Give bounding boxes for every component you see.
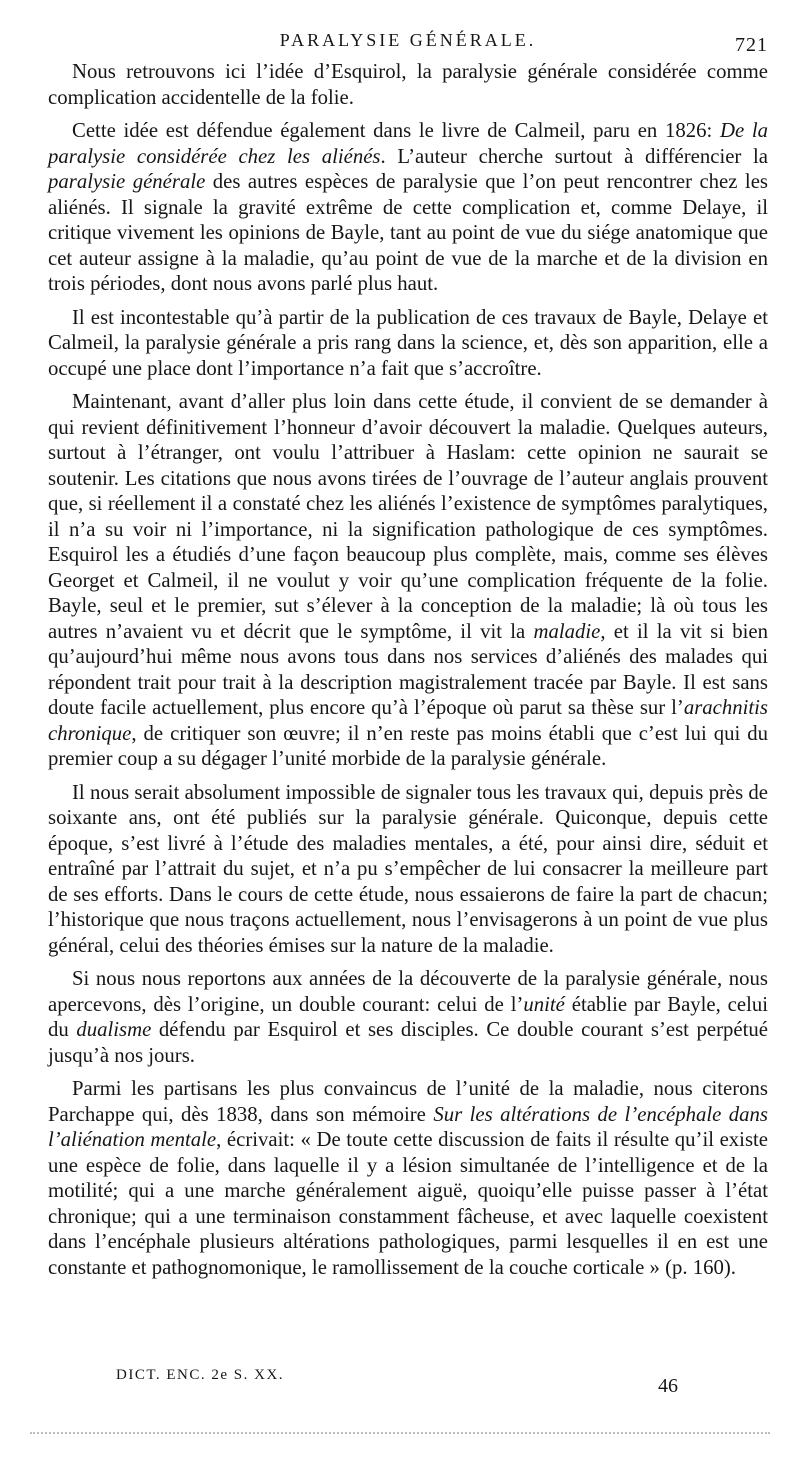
italic-run: paralysie générale — [48, 171, 206, 193]
text-run: Il nous serait absolument impossible de signaler tous les travaux qui, depuis près de soixante ans, ont été publiés sur la paralysie générale. Quiconque, depuis cette époque, s’est livré à l’étude des maladies mentales, a été, pour ainsi dire, séduit et entraîné par l’attrait du sujet, et n’a pu s’empêcher de lui consacrer la meilleure part de ses efforts. Dans le cours de cette étude, nous essaierons de faire la part de chacun; l’historique que nous traçons actuellement, nous l’envisagerons à un point de vue plus général, celui des théories émises sur la nature de la maladie. — [48, 781, 768, 957]
text-run: des autres espèces de paralysie que l’on peut rencontrer chez les aliénés. Il signale la gravité extrême de cette complication et, comme Delaye, il critique vivement les opinions de Bayle, tant au point de vue du siége anatomique que cet auteur assigne à la maladie, qu’au point de vue de la marche et de la division en trois périodes, dont nous avons parlé plus haut. — [48, 171, 768, 295]
italic-run: De la paralysie considérée chez les aliénés — [48, 120, 768, 168]
paragraph — [48, 306, 768, 383]
text-run: établie par Bayle, celui du — [48, 993, 768, 1041]
page-number: 721 — [735, 34, 768, 56]
italic-run: Sur les altérations de l’encéphale dans l’aliénation mentale — [48, 1103, 769, 1151]
paragraph — [48, 60, 768, 111]
page-footer — [48, 1365, 768, 1405]
text-run: Cette idée est défendue également dans le livre de Calmeil, paru en 1826: — [72, 120, 720, 142]
paragraph — [48, 967, 768, 1069]
running-title: PARALYSIE GÉNÉRALE. — [279, 30, 537, 50]
page-header — [48, 30, 768, 60]
bottom-rule — [30, 1432, 770, 1434]
text-run: Parmi les partisans les plus convaincus de l’unité de la maladie, nous citerons Parchappe qui, dès 1838, dans son mémoire — [48, 1078, 768, 1126]
italic-run: arachnitis chronique — [48, 697, 768, 745]
paragraph — [48, 390, 768, 773]
italic-run: dualisme — [76, 1019, 152, 1041]
text-run: Si nous nous reportons aux années de la découverte de la paralysie générale, nous apercevons, dès l’origine, un double courant: celui de l’ — [48, 968, 768, 1016]
text-run: . L’auteur cherche surtout à différencier la — [380, 145, 768, 168]
text-run: , de critiquer son œuvre; il n’en reste pas moins établi que c’est lui qui du premier coup a su dégager l’unité morbide de la paralysie générale. — [48, 722, 768, 770]
text-run: , écrivait: « De toute cette discussion de faits il résulte qu’il existe une espèce de folie, dans laquelle il y a lésion simultanée de l’intelligence et de la motilité; qui a une marche généralement aiguë, quoiqu’elle puisse passer à l’état chronique; qui a une terminaison constamment fâcheuse, et avec laquelle coexistent dans l’encéphale plusieurs altérations pathologiques, parmi lesquelles il en est une constante et pathognomonique, le ramollissement de la couche corticale » (p. 160). — [48, 1129, 768, 1279]
paragraph — [48, 119, 768, 298]
printer-signature: DICT. ENC. 2e S. XX. — [116, 1367, 285, 1383]
paragraph — [48, 1077, 768, 1281]
italic-run: maladie — [533, 620, 601, 643]
paragraph — [48, 781, 768, 960]
text-run: , et il la vit si bien qu’aujourd’hui même nous avons tous dans nos services d’aliénés des malades qui répondent trait pour trait à la description magistralement tracée par Bayle. Il est sans doute facile actuellement, plus encore qu’à l’époque où parut sa thèse sur l’ — [48, 620, 769, 719]
italic-run: unité — [523, 993, 565, 1016]
text-run: Nous retrouvons ici l’idée d’Esquirol, la paralysie générale considérée comme complication accidentelle de la folie. — [48, 61, 768, 109]
sheet-number: 46 — [658, 1375, 678, 1397]
body-text — [48, 60, 768, 1289]
text-run: Il est incontestable qu’à partir de la publication de ces travaux de Bayle, Delaye et Calmeil, la paralysie générale a pris rang dans la science, et, dès son apparition, elle a occupé une place dont l’importance n’a fait que s’accroître. — [48, 306, 768, 380]
text-run: Maintenant, avant d’aller plus loin dans cette étude, il convient de se demander à qui revient définitivement l’honneur d’avoir découvert la maladie. Quelques auteurs, surtout à l’étranger, ont voulu l’attribuer à Haslam: cette opinion ne saurait se soutenir. Les citations que nous avons tirées de l’ouvrage de l’auteur anglais prouvent que, si réellement il a constaté chez les aliénés l’existence de symptômes paralytiques, il n’a su voir ni l’importance, ni la signification pathologique de ces symptômes. Esquirol les a étudiés d’une façon beaucoup plus complète, mais, comme ses élèves Georget et Calmeil, il ne voulut y voir qu’une complication fréquente de la folie. Bayle, seul et le premier, sut s’élever à la conception de la maladie; là où tous les autres n’avaient vu et décrit que le symptôme, il vit la — [48, 391, 768, 643]
text-run: défendu par Esquirol et ses disciples. Ce double courant s’est perpétué jusqu’à nos jours. — [48, 1019, 768, 1067]
